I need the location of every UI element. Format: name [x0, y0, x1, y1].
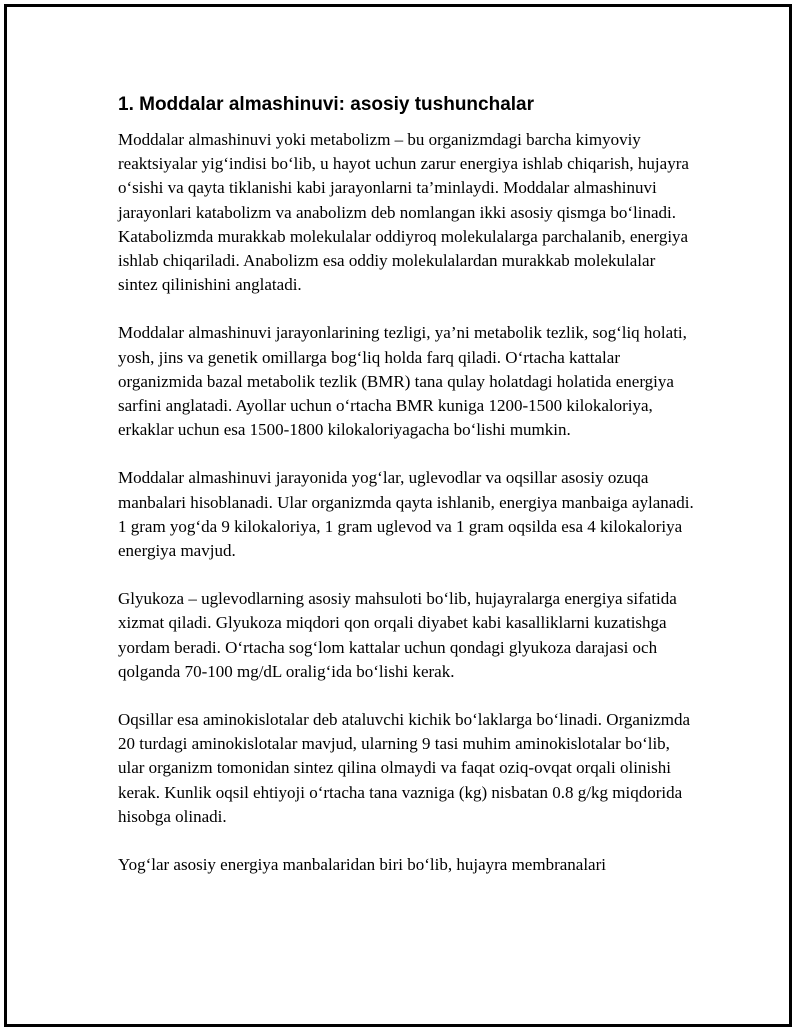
- paragraph-nutrients: Moddalar almashinuvi jarayonida yog‘lar, uglevodlar va oqsillar asosiy ozuqa manbalari hisoblanadi. Ular organizmda qayta ishlanib, energiya manbaiga aylanadi. 1 gram yog‘da 9 kilokaloriya, 1 gram uglevod va 1 gram oqsilda esa 4 kilokaloriya energiya mavjud.: [118, 468, 694, 561]
- paragraph-metabolic-rate: Moddalar almashinuvi jarayonlarining tezligi, ya’ni metabolik tezlik, sog‘liq holati, yosh, jins va genetik omillarga bog‘liq holda farq qiladi. O‘rtacha kattalar organizmida bazal metabolik tezlik (BMR) tana qulay holatdagi holatida energiya sarfini anglatadi. Ayollar uchun o‘rtacha BMR kuniga 1200-1500 kilokaloriya, erkaklar uchun esa 1500-1800 kilokaloriyagacha bo‘lishi mumkin.: [118, 323, 687, 440]
- document-body: [118, 92, 698, 901]
- section-heading: 1. Moddalar almashinuvi: asosiy tushunchalar: [118, 94, 535, 115]
- paragraph-metabolism-definition: Moddalar almashinuvi yoki metabolizm – bu organizmdagi barcha kimyoviy reaktsiyalar yig‘indisi bo‘lib, u hayot uchun zarur energiya ishlab chiqarish, hujayra o‘sishi va qayta tiklanishi kabi jarayonlarni ta’minlaydi. Moddalar almashinuvi jarayonlari katabolizm va anabolizm deb nomlangan ikki asosiy qismga bo‘linadi. Katabolizmda murakkab molekulalar oddiyroq molekulalarga parchalanib, energiya ishlab chiqariladi. Anabolizm esa oddiy molekulalardan murakkab molekulalar sintez qilinishini anglatadi.: [118, 130, 689, 295]
- paragraph-fats: Yog‘lar asosiy energiya manbalaridan biri bo‘lib, hujayra membranalari: [118, 855, 606, 875]
- paragraph-proteins: Oqsillar esa aminokislotalar deb ataluvchi kichik bo‘laklarga bo‘linadi. Organizmda 20 turdagi aminokislotalar mavjud, ularning 9 tasi muhim aminokislotalar bo‘lib, ular organizm tomonidan sintez qilina olmaydi va faqat oziq-ovqat orqali olinishi kerak. Kunlik oqsil ehtiyoji o‘rtacha tana vazniga (kg) nisbatan 0.8 g/kg miqdorida hisobga olinadi.: [118, 710, 691, 826]
- paragraph-glucose: Glyukoza – uglevodlarning asosiy mahsuloti bo‘lib, hujayralarga energiya sifatida xizmat qiladi. Glyukoza miqdori qon orqali diyabet kabi kasalliklarni kuzatishga yordam beradi. O‘rtacha sog‘lom kattalar uchun qondagi glyukoza darajasi och qolganda 70-100 mg/dL oralig‘ida bo‘lishi kerak.: [118, 589, 677, 681]
